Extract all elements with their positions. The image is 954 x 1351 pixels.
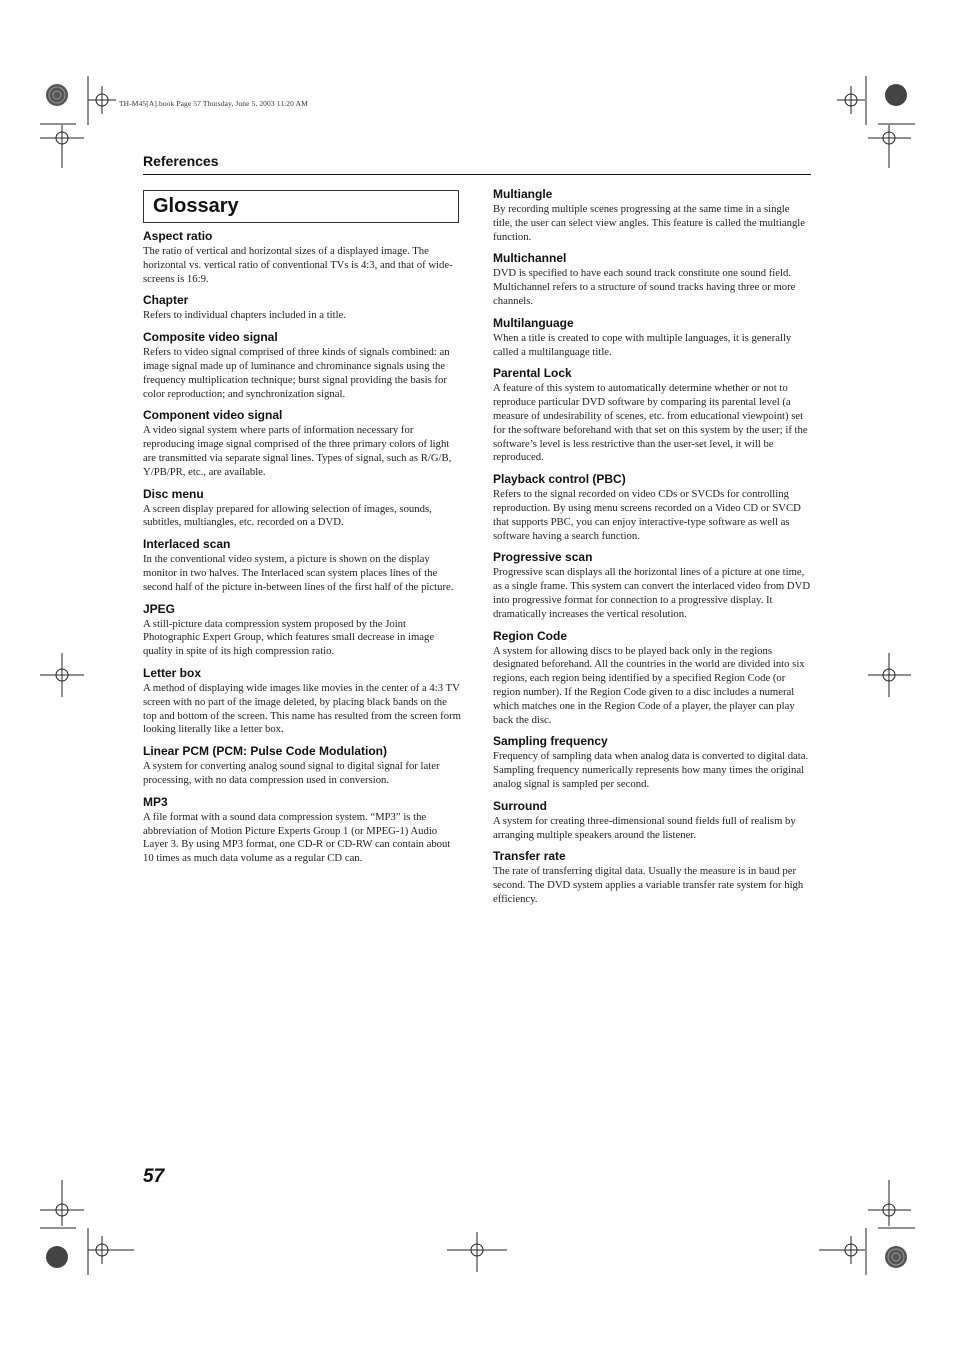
glossary-definition: Frequency of sampling data when analog data is converted to digital data. Sampling frequency numerically represents how many times the original analog signal is sampled per second. xyxy=(493,750,809,790)
glossary-definition: A system for converting analog sound signal to digital signal for later processing, with no data compression used in conversion. xyxy=(143,760,440,786)
crosshair-mark xyxy=(40,125,84,168)
glossary-definition: A system for creating three-dimensional sound fields full of realism by arranging multiple speakers around the listener. xyxy=(493,814,796,841)
glossary-term: Multichannel xyxy=(493,251,567,266)
glossary-definition: In the conventional video system, a picture is shown on the display monitor in two halves. The Interlaced scan system places lines of the second half of the picture in-between lines of the first half of the picture. xyxy=(143,553,454,593)
section-title: References xyxy=(143,153,219,169)
glossary-term: Multiangle xyxy=(493,187,553,201)
glossary-term: Multilanguage xyxy=(493,315,574,330)
glossary-definition: Refers to the signal recorded on video CDs or SVCDs for controlling reproduction. By using menu screens recorded on a Video CD or SVCD that supports PBC, you can enjoy interactive-type software as well as software having a search function. xyxy=(493,488,801,542)
crosshair-mark xyxy=(868,125,911,168)
glossary-term: Composite video signal xyxy=(143,330,278,345)
glossary-definition: Refers to video signal comprised of three kinds of signals combined: an image signal made up of luminance and chrominance signals using the frequency multiplication technique; burst signal providing the basis for color reproduction; and synchronization signal. xyxy=(143,346,450,400)
glossary-definition: When a title is created to cope with multiple languages, it is generally called a multilanguage title. xyxy=(493,331,792,358)
glossary-definition: A method of displaying wide images like movies in the center of a 4:3 TV screen with no part of the image deleted, by placing black bands on the top and bottom of the screen. This name has resulted from the screen form looking literally like a letter box. xyxy=(143,681,461,736)
glossary-definition: By recording multiple scenes progressing at the same time in a single title, the user can select view angles. This feature is called the multiangle function. xyxy=(493,203,806,243)
glossary-term: Parental Lock xyxy=(493,366,572,381)
glossary-definition: A system for allowing discs to be played back only in the regions designated beforehand. All the countries in the world are divided into six regions, each region being identified by a specified Region Code (or region number). If the Region Code given to a disc includes a numeral which matches one in the Region Code of a player, the player can play back the disc. xyxy=(493,644,805,726)
glossary-term: MP3 xyxy=(143,794,168,809)
glossary-definition: A feature of this system to automatically determine whether or not to reproduce particular DVD software by comparing its parental level (a measure of undesirability of scenes, etc. from educational viewpoint) set for the software beforehand with that set on this system by the user; if the software’s level is less restrictive than the user-set level, it will be reproduced. xyxy=(493,382,808,464)
crosshair-mark xyxy=(868,653,911,697)
registration-dot xyxy=(46,1246,68,1268)
crosshair-mark xyxy=(40,653,84,697)
glossary-term: Sampling frequency xyxy=(493,734,608,749)
glossary-term: Aspect ratio xyxy=(143,229,213,243)
glossary-term: Linear PCM (PCM: Pulse Code Modulation) xyxy=(143,744,388,759)
glossary-term: Disc menu xyxy=(143,486,204,501)
glossary-term: Surround xyxy=(493,798,547,813)
glossary-term: Interlaced scan xyxy=(143,537,231,552)
glossary-term: Component video signal xyxy=(143,408,283,423)
glossary-term: Progressive scan xyxy=(493,550,593,565)
glossary-term: Region Code xyxy=(493,628,567,643)
crosshair-mark xyxy=(837,86,865,114)
glossary-definition: The ratio of vertical and horizontal sizes of a displayed image. The horizontal vs. vertical ratio of conventional TVs is 4:3, and that of wide-screens is 16:9. xyxy=(143,245,453,285)
glossary-definition: A still-picture data compression system proposed by the Joint Photographic Expert Group, which features small decrease in image quality in spite of its high compression ratio. xyxy=(143,617,435,658)
glossary-definition: Progressive scan displays all the horizontal lines of a picture at one time, as a single frame. This system can convert the interlaced video from DVD into progressive format for connection to a progressive display. It dramatically increases the vertical resolution. xyxy=(493,566,811,620)
print-info: TH-M45[A].book Page 57 Thursday, June 5, 2003 11:20 AM xyxy=(119,99,308,108)
glossary-definition: DVD is specified to have each sound track constitute one sound field. Multichannel refers to a structure of sound tracks having three or more channels. xyxy=(493,267,796,307)
glossary-definition: A file format with a sound data compression system. “MP3” is the abbreviation of Motion Picture Experts Group 1 (or MPEG-1) Audio Layer 3. By using MP3 format, one CD-R or CD-RW can contain about 10 times as much data volume as a regular CD can. xyxy=(143,810,451,865)
crosshair-mark xyxy=(819,1236,865,1264)
glossary-term: Chapter xyxy=(143,293,189,308)
glossary-definition: Refers to individual chapters included in a title. xyxy=(143,309,347,322)
glossary-term: Transfer rate xyxy=(493,849,566,864)
registration-dot xyxy=(46,84,68,106)
glossary-term: JPEG xyxy=(143,601,176,616)
glossary-definition: A video signal system where parts of information necessary for reproducing image signal comprised of the three primary colors of light are transmitted via separate signal lines. Types of signal, such as R/G/B, Y/PB/PR, etc., are available. xyxy=(143,424,452,478)
registration-dot xyxy=(885,1246,907,1268)
glossary-definition: The rate of transferring digital data. Usually the measure is in baud per second. The DVD system applies a variable transfer rate system for high efficiency. xyxy=(493,865,804,905)
crosshair-mark xyxy=(868,1180,911,1226)
glossary-term: Letter box xyxy=(143,665,202,680)
glossary-definition: A screen display prepared for allowing selection of images, sounds, subtitles, multiangles, etc. recorded on a DVD. xyxy=(143,502,432,529)
registration-dot xyxy=(885,84,907,106)
crosshair-mark xyxy=(88,86,116,114)
page-title: Glossary xyxy=(153,195,239,217)
page-number: 57 xyxy=(143,1166,165,1187)
crosshair-mark xyxy=(88,1236,134,1264)
glossary-term: Playback control (PBC) xyxy=(493,472,626,487)
crosshair-mark xyxy=(447,1232,507,1272)
crosshair-mark xyxy=(40,1180,84,1226)
